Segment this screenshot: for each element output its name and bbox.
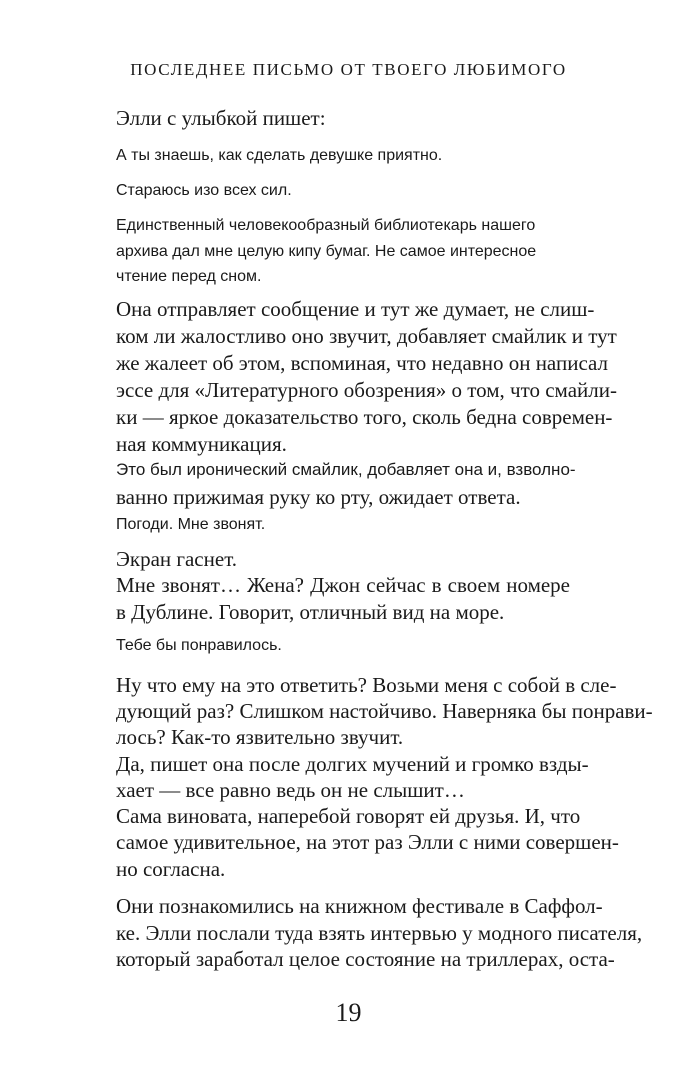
text-line: Она отправляет сообщение и тут же думает, не слиш- xyxy=(116,297,595,321)
text-line: Да, пишет она после долгих мучений и громко взды- xyxy=(116,752,589,776)
text-line: ке. Элли послали туда взять интервью у модного писателя, xyxy=(116,921,643,945)
text-line: же жалеет об этом, вспоминая, что недавно он написал xyxy=(116,351,609,375)
message-line: Стараюсь изо всех сил. xyxy=(116,182,292,199)
text-line: хает — все равно ведь он не слышит… xyxy=(116,778,465,802)
message-line: Погоди. Мне звонят. xyxy=(116,516,266,533)
running-header: ПОСЛЕДНЕЕ ПИСЬМО ОТ ТВОЕГО ЛЮБИМОГО xyxy=(130,60,567,79)
message-line: архива дал мне целую кипу бумаг. Не самое интересное xyxy=(116,243,537,260)
text-line: Сама виновата, наперебой говорят ей друзья. И, что xyxy=(116,804,581,828)
text-line: в Дублине. Говорит, отличный вид на море. xyxy=(116,600,505,624)
text-line: Мне звонят… Жена? Джон сейчас в своем номере xyxy=(116,573,570,597)
text-line: ки — яркое доказательство того, сколь бедна современ- xyxy=(116,405,613,429)
page-number: 19 xyxy=(335,998,362,1027)
text-line: ванно прижимая руку ко рту, ожидает ответа. xyxy=(116,485,521,509)
text-line: самое удивительное, на этот раз Элли с ними совершен- xyxy=(116,830,619,854)
message-line: чтение перед сном. xyxy=(116,268,262,285)
text-line: эссе для «Литературного обозрения» о том, что смайли- xyxy=(116,378,617,402)
text-line: который заработал целое состояние на триллерах, оста- xyxy=(116,947,615,971)
text-line: Ну что ему на это ответить? Возьми меня с собой в сле- xyxy=(116,673,617,697)
text-line: Экран гаснет. xyxy=(116,547,238,571)
message-line: А ты знаешь, как сделать девушке приятно. xyxy=(116,147,443,164)
message-line: Это был иронический смайлик, добавляет она и, взволно- xyxy=(116,460,576,479)
message-line: Тебе бы понравилось. xyxy=(116,637,282,654)
text-line: ная коммуникация. xyxy=(116,432,287,456)
text-line: дующий раз? Слишком настойчиво. Наверняка бы понрави- xyxy=(116,699,653,723)
text-line: ком ли жалостливо оно звучит, добавляет смайлик и тут xyxy=(116,324,617,348)
message-line: Единственный человекообразный библиотекарь нашего xyxy=(116,217,536,234)
text-line: но согласна. xyxy=(116,857,226,881)
text-line: лось? Как-то язвительно звучит. xyxy=(116,725,404,749)
text-line: Элли с улыбкой пишет: xyxy=(116,106,326,130)
text-line: Они познакомились на книжном фестивале в Саффол- xyxy=(116,894,603,918)
